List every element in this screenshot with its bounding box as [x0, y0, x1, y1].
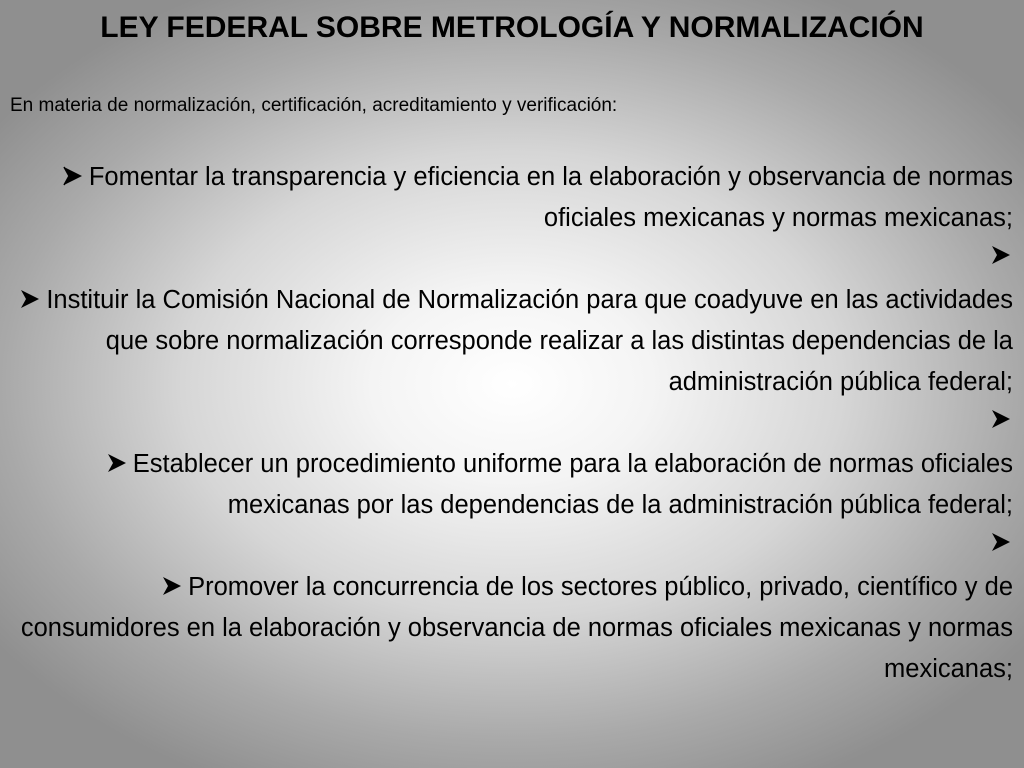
empty-bullet [18, 403, 1013, 444]
bullet-list [18, 157, 1013, 690]
arrow-bullet-icon [989, 407, 1013, 431]
bullet-item [18, 280, 1013, 403]
arrow-bullet-icon [989, 530, 1013, 554]
arrow-bullet-icon [160, 574, 184, 598]
arrow-bullet-icon [61, 164, 85, 188]
bullet-item [18, 444, 1013, 526]
bullet-text: Instituir la Comisión Nacional de Normalización para que coadyuve en las actividades que sobre normalización corresponde realizar a las distintas dependencias de la administración pública federal; [46, 286, 1013, 396]
bullet-item [18, 567, 1013, 690]
bullet-item [18, 157, 1013, 239]
arrow-bullet-icon [989, 243, 1013, 267]
intro-text: En materia de normalización, certificación, acreditamiento y verificación: [10, 95, 618, 116]
bullet-text: Establecer un procedimiento uniforme para la elaboración de normas oficiales mexicanas por las dependencias de la administración pública federal; [132, 450, 1013, 519]
empty-bullet [18, 526, 1013, 567]
bullet-text: Promover la concurrencia de los sectores público, privado, científico y de consumidores en la elaboración y observancia de normas oficiales mexicanas y normas mexicanas; [20, 573, 1013, 683]
arrow-bullet-icon [105, 451, 129, 475]
slide-title: LEY FEDERAL SOBRE METROLOGÍA Y NORMALIZACIÓN [100, 11, 924, 44]
bullet-text: Fomentar la transparencia y eficiencia en la elaboración y observancia de normas oficiales mexicanas y normas mexicanas; [88, 163, 1013, 232]
arrow-bullet-icon [18, 287, 42, 311]
empty-bullet [18, 239, 1013, 280]
